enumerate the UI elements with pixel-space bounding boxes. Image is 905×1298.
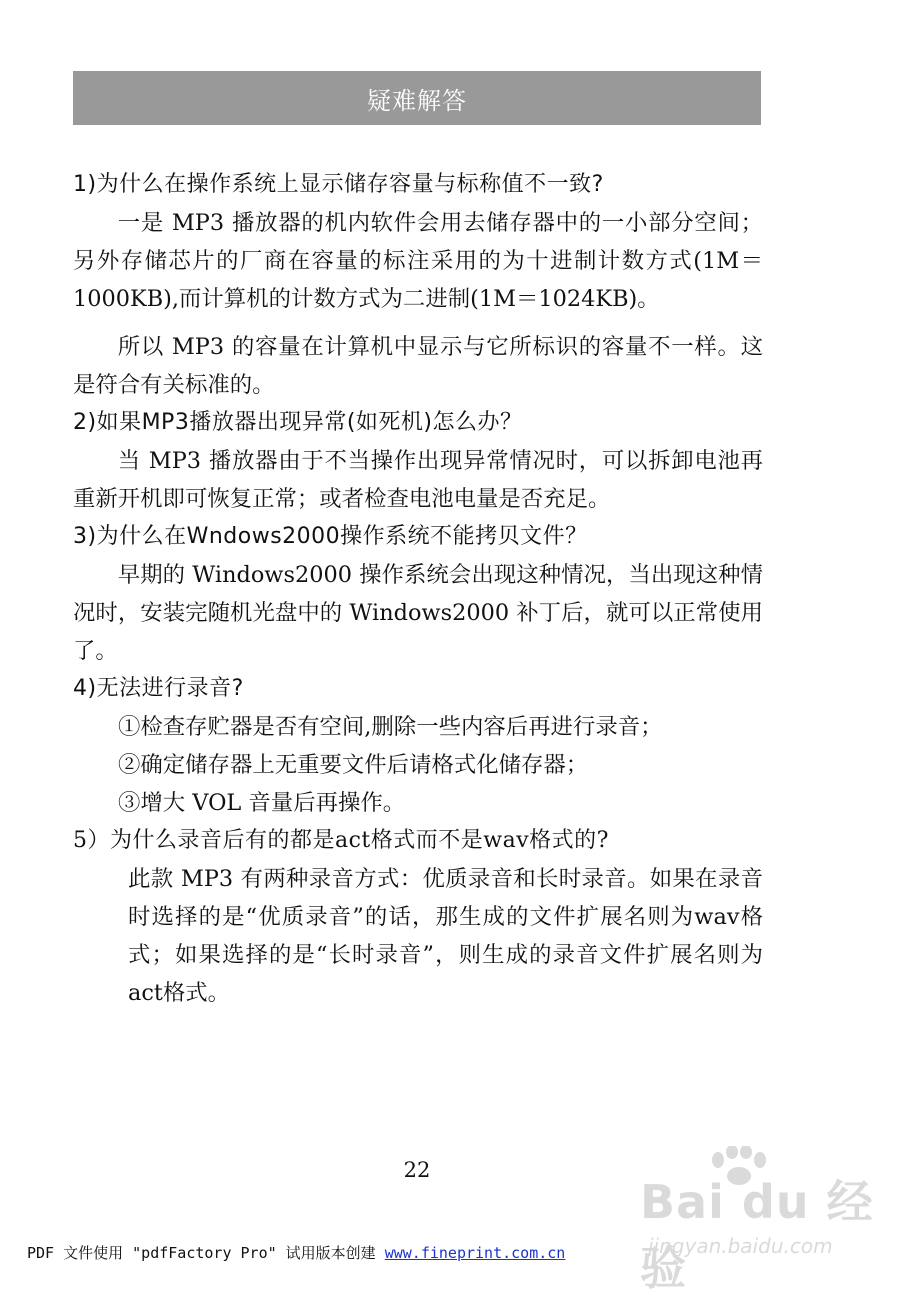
answer-4-item-3: ③增大 VOL 音量后再操作。 — [118, 790, 406, 816]
question-2: 2)如果MP3播放器出现异常(如死机)怎么办？ — [73, 410, 523, 435]
question-5: 5）为什么录音后有的都是act格式而不是wav格式的? — [73, 828, 609, 853]
page-title: 疑难解答 — [367, 86, 467, 115]
answer-4-item-2: ②确定储存器上无重要文件后请格式化储存器； — [118, 752, 589, 778]
question-3: 3)为什么在Wndows2000操作系统不能拷贝文件？ — [73, 524, 588, 549]
question-1: 1)为什么在操作系统上显示储存容量与标称值不一致? — [73, 172, 604, 197]
pdf-footer — [27, 1242, 565, 1263]
question-4: 4)无法进行录音? — [73, 676, 244, 701]
watermark-logo-text: Bai du 经验 — [640, 1175, 874, 1295]
answer-4-item-1: ①检查存贮器是否有空间,删除一些内容后再进行录音； — [118, 714, 663, 740]
answer-1-paragraph-1: 一是 MP3 播放器的机内软件会用去储存器中的一小部分空间；另外存储芯片的厂商在容量的标注采用的为十进制计数方式(1M＝1000KB),而计算机的计数方式为二进制(1M＝1024KB)。 — [73, 210, 763, 312]
baidu-jingyan-watermark — [640, 1150, 880, 1295]
page-number: 22 — [403, 1158, 431, 1182]
answer-1-paragraph-2: 所以 MP3 的容量在计算机中显示与它所标识的容量不一样。这是符合有关标准的。 — [73, 334, 763, 398]
footer-link[interactable]: www.fineprint.com.cn — [384, 1244, 566, 1262]
answer-5-paragraph-1: 此款 MP3 有两种录音方式：优质录音和长时录音。如果在录音时选择的是“优质录音”的话，那生成的文件扩展名则为wav格式；如果选择的是“长时录音”，则生成的录音文件扩展名则为act格式。 — [128, 866, 763, 1006]
answer-3-paragraph-1: 早期的 Windows2000 操作系统会出现这种情况，当出现这种情况时，安装完随机光盘中的 Windows2000 补丁后，就可以正常使用了。 — [73, 562, 763, 664]
answer-2-paragraph-1: 当 MP3 播放器由于不当操作出现异常情况时，可以拆卸电池再重新开机即可恢复正常；或者检查电池电量是否充足。 — [73, 448, 763, 512]
watermark-url: jingyan.baidu.com — [648, 1234, 833, 1258]
page-header-bar — [73, 71, 761, 125]
faq-content — [73, 166, 763, 1012]
footer-text: PDF 文件使用 "pdfFactory Pro" 试用版本创建 — [27, 1244, 385, 1262]
